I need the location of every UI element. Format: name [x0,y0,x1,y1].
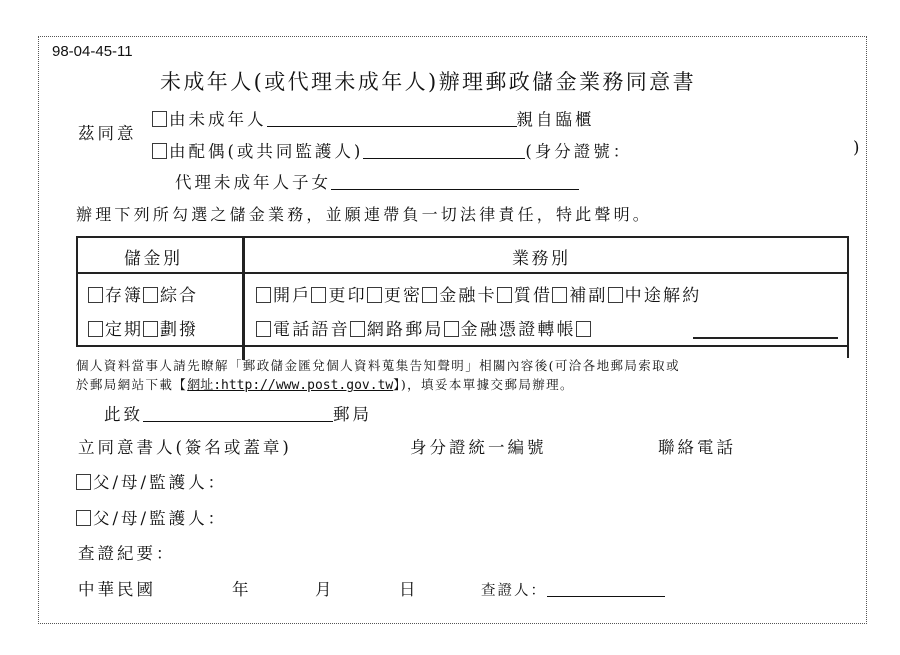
consent-option-minor [152,106,595,130]
label-change-password: 更密 [383,286,423,306]
col-id-number: 身分證統一編號 [410,438,547,457]
guardian-2 [76,505,227,529]
checkbox-change-seal[interactable] [311,287,326,303]
consent-lead: 茲同意 [78,124,137,143]
checkbox-passbook[interactable] [88,287,103,303]
label-reissue: 補副 [569,286,608,306]
label-change-seal: 更印 [328,286,367,306]
guardian-1-label: 父/母/監護人： [93,473,228,492]
addressee-line [104,401,372,425]
proxy-line [175,169,579,193]
deposit-row-1 [88,281,198,306]
checkbox-giro[interactable] [143,321,158,337]
checkbox-phone-banking[interactable] [256,321,271,337]
option-spouse-label: 由配偶(或共同監護人) [169,142,364,161]
post-office-name-field[interactable] [143,407,333,422]
declaration-text: 辦理下列所勾選之儲金業務，並願連帶負一切法律責任，特此聲明。 [76,205,653,224]
date-prefix: 中華民國 [78,580,156,599]
table-right-border [847,236,849,358]
table-top-border [76,236,849,238]
checkbox-pledge-loan[interactable] [497,287,512,303]
checkbox-minor-in-person[interactable] [152,111,167,127]
label-time-deposit: 定期 [105,320,143,340]
label-phone-banking: 電話語音 [273,320,350,340]
consent-option-spouse [152,138,632,162]
id-number-open: (身分證號： [525,142,633,161]
checkbox-change-password[interactable] [367,287,382,303]
checkbox-spouse-proxy[interactable] [152,143,167,159]
table-column-divider [242,236,245,360]
other-business-field[interactable] [693,337,838,339]
header-business-type: 業務別 [512,249,571,269]
notice-suffix: 】)，填妥本單據交郵局辦理。 [393,377,574,392]
table-header-divider [76,272,849,274]
addressee-suffix: 郵局 [333,405,372,424]
guardian-1 [76,469,227,493]
id-number-close: ) [853,138,863,157]
checkbox-reissue[interactable] [552,287,567,303]
label-early-termination: 中途解約 [624,286,702,306]
col-phone: 聯絡電話 [658,438,736,457]
label-internet-banking: 網路郵局 [366,320,444,340]
verification-notes-label: 查證紀要： [78,544,176,563]
minor-name-field[interactable] [267,112,517,127]
checkbox-internet-banking[interactable] [350,321,365,337]
label-giro: 劃撥 [160,320,198,340]
date-month-label: 月 [315,580,335,599]
option-minor-suffix: 親自臨櫃 [516,110,595,129]
verifier-signature-field[interactable] [547,582,665,597]
label-pledge-loan: 質借 [513,286,553,306]
form-number: 98-04-45-11 [52,43,133,60]
privacy-notice-line-1: 個人資料當事人請先瞭解「郵政儲金匯兌個人資料蒐集告知聲明」相關內容後(可洽各地郵局索取或 [76,358,680,373]
checkbox-guardian-1[interactable] [76,474,91,490]
form-title: 未成年人(或代理未成年人)辦理郵政儲金業務同意書 [160,70,696,94]
spouse-name-field[interactable] [363,144,525,159]
checkbox-atm-card[interactable] [422,287,437,303]
table-left-border [76,236,78,346]
deposit-row-2 [88,315,198,340]
post-website-link[interactable]: 網址:http://www.post.gov.tw [187,378,394,393]
checkbox-certificate-transfer[interactable] [444,321,459,337]
verifier-line [481,579,665,600]
checkbox-comprehensive[interactable] [143,287,158,303]
guardian-2-label: 父/母/監護人： [93,509,228,528]
business-row-1 [256,281,701,306]
label-comprehensive: 綜合 [160,286,198,306]
privacy-notice-line-2 [76,374,574,393]
table-bottom-border [76,345,849,347]
addressee-prefix: 此致 [104,405,143,424]
business-row-2 [256,315,593,340]
checkbox-time-deposit[interactable] [88,321,103,337]
label-certificate-transfer: 金融憑證轉帳 [460,320,576,340]
child-name-field[interactable] [331,175,579,190]
checkbox-guardian-2[interactable] [76,510,91,526]
option-minor-label: 由未成年人 [169,110,267,129]
date-year-label: 年 [232,580,252,599]
checkbox-open-account[interactable] [256,287,271,303]
notice-prefix: 於郵局網站下載【 [76,377,188,392]
checkbox-other[interactable] [576,321,591,337]
label-atm-card: 金融卡 [439,286,497,306]
verifier-label: 查證人： [481,583,547,599]
col-signer: 立同意書人(簽名或蓋章) [78,438,292,457]
date-day-label: 日 [399,580,419,599]
label-open-account: 開戶 [273,286,312,306]
checkbox-early-termination[interactable] [608,287,623,303]
header-deposit-type: 儲金別 [124,249,183,269]
label-passbook: 存簿 [105,286,143,306]
proxy-label: 代理未成年人子女 [175,173,331,192]
